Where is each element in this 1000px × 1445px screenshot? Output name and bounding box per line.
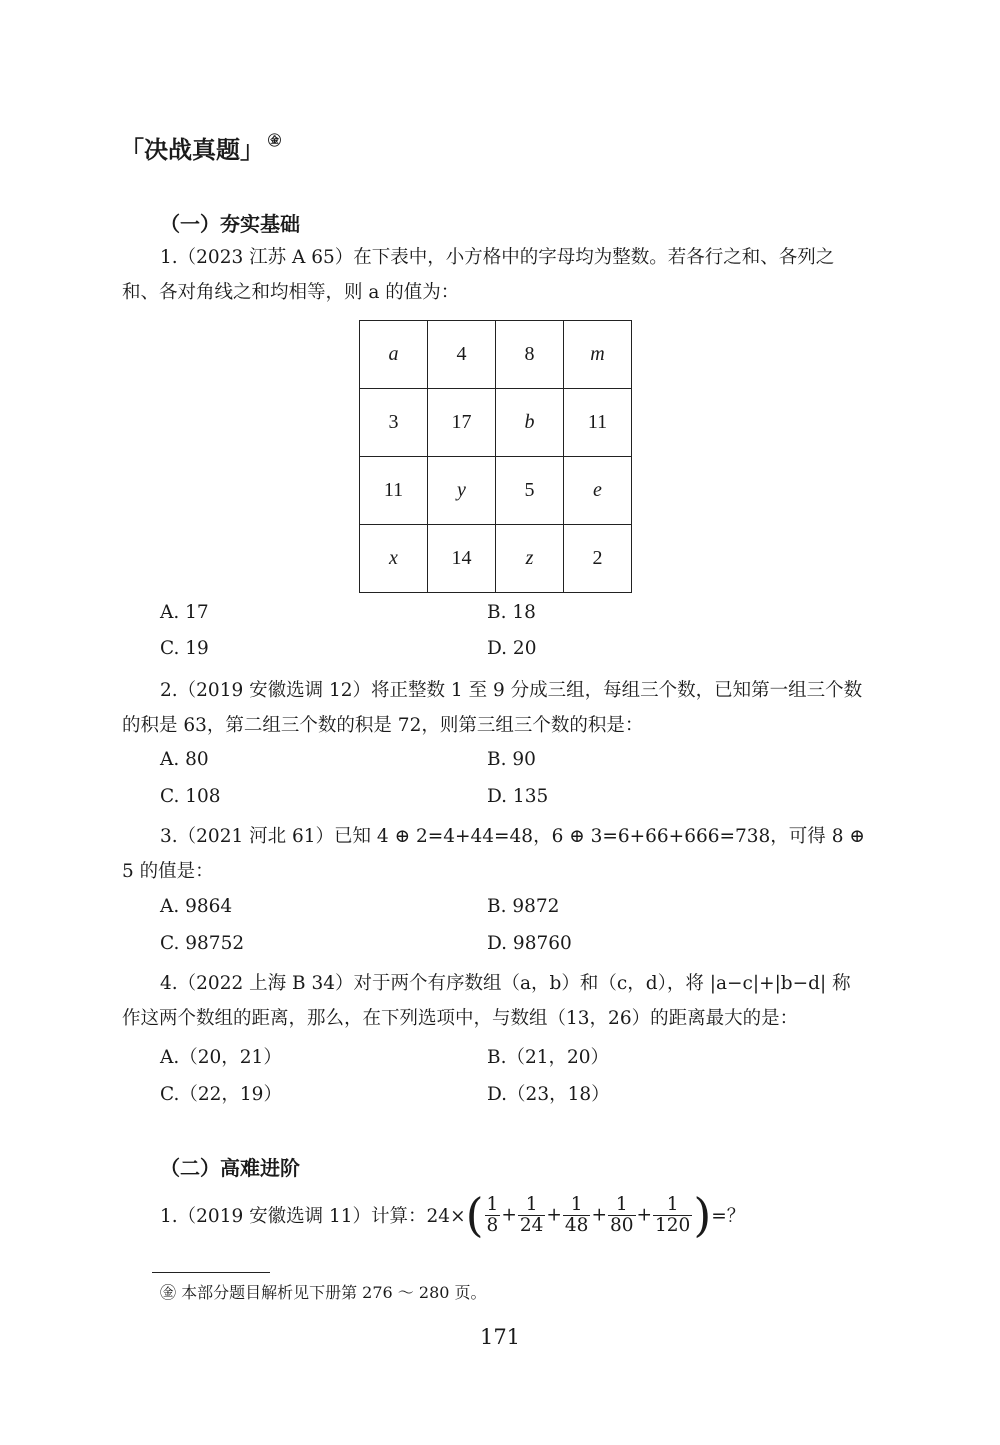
q3-option-c: C. 98752 [160, 933, 245, 954]
table-cell: 4 [428, 321, 496, 389]
table-cell: 11 [360, 457, 428, 525]
plus-sign: + [501, 1204, 517, 1226]
question-2-text: 2.（2019 安徽选调 12）将正整数 1 至 9 分成三组，每组三个数，已知第一组三个数的积是 63，第二组三个数的积是 72，则第三组三个数的积是： [122, 680, 863, 736]
q2-option-d: D. 135 [487, 786, 549, 807]
table-cell: 11 [564, 389, 632, 457]
section-title [120, 130, 281, 165]
advanced-question-1 [160, 1188, 746, 1242]
q1-option-d: D. 20 [487, 638, 537, 659]
table-row [360, 389, 632, 457]
q3-option-d: D. 98760 [487, 933, 572, 954]
table-cell: x [360, 525, 428, 593]
q4-option-a: A.（20，21） [160, 1047, 282, 1068]
plus-sign: + [591, 1204, 607, 1226]
subsection-basic: （一）夯实基础 [160, 212, 300, 236]
fraction: $\frac{1}{48}$ [564, 1193, 589, 1236]
table-cell: 8 [496, 321, 564, 389]
table-cell: b [496, 389, 564, 457]
footnote: ㊎ 本部分题目解析见下册第 276 ～ 280 页。 [160, 1283, 487, 1302]
table-cell: 17 [428, 389, 496, 457]
table-cell: e [564, 457, 632, 525]
table-cell: 3 [360, 389, 428, 457]
q2-option-b: B. 90 [487, 749, 536, 770]
subsection-advanced: （二）高难进阶 [160, 1156, 300, 1180]
table-row [360, 321, 632, 389]
question-4-text: 4.（2022 上海 B 34）对于两个有序数组（a，b）和（c，d），将 |a−c|+|b−d| 称作这两个数组的距离，那么，在下列选项中，与数组（13，26）的距离最大的是： [122, 973, 851, 1029]
q1-option-b: B. 18 [487, 602, 536, 623]
table-cell: 14 [428, 525, 496, 593]
footnote-marker: ㊎ [268, 134, 282, 149]
q4-option-d: D.（23，18） [487, 1084, 610, 1105]
q4-option-c: C.（22，19） [160, 1084, 282, 1105]
right-paren: ) [693, 1188, 712, 1242]
table-row [360, 525, 632, 593]
q2-option-a: A. 80 [160, 749, 209, 770]
h1-prefix: 1.（2019 安徽选调 11）计算：24× [160, 1206, 466, 1227]
footnote-divider [152, 1272, 270, 1273]
question-1-text: 1.（2023 江苏 A 65）在下表中，小方格中的字母均为整数。若各行之和、各列之和、各对角线之和均相等，则 a 的值为： [122, 247, 835, 303]
q3-option-b: B. 9872 [487, 896, 560, 917]
plus-sign: + [546, 1204, 562, 1226]
q1-option-c: C. 19 [160, 638, 209, 659]
table-cell: m [564, 321, 632, 389]
q1-option-a: A. 17 [160, 602, 209, 623]
title-text: 「决战真题」 [120, 136, 264, 164]
h1-suffix: =？ [711, 1206, 746, 1227]
table-cell: y [428, 457, 496, 525]
q3-option-a: A. 9864 [160, 896, 233, 917]
fraction: $\frac{1}{8}$ [486, 1193, 499, 1236]
left-paren: ( [465, 1188, 484, 1242]
fraction: $\frac{1}{120}$ [655, 1193, 691, 1236]
plus-sign: + [636, 1204, 653, 1226]
table-cell: 2 [564, 525, 632, 593]
q4-option-b: B.（21，20） [487, 1047, 610, 1068]
table-cell: a [360, 321, 428, 389]
table-cell: z [496, 525, 564, 593]
fraction: $\frac{1}{24}$ [519, 1193, 544, 1236]
question-3-text: 3.（2021 河北 61）已知 4 ⊕ 2=4+44=48，6 ⊕ 3=6+66+666=738，可得 8 ⊕ 5 的值是： [122, 826, 865, 882]
page-number: 171 [479, 1325, 521, 1349]
magic-square-table [359, 320, 632, 593]
table-cell: 5 [496, 457, 564, 525]
table-row [360, 457, 632, 525]
q2-option-c: C. 108 [160, 786, 221, 807]
fraction: $\frac{1}{80}$ [609, 1193, 634, 1236]
